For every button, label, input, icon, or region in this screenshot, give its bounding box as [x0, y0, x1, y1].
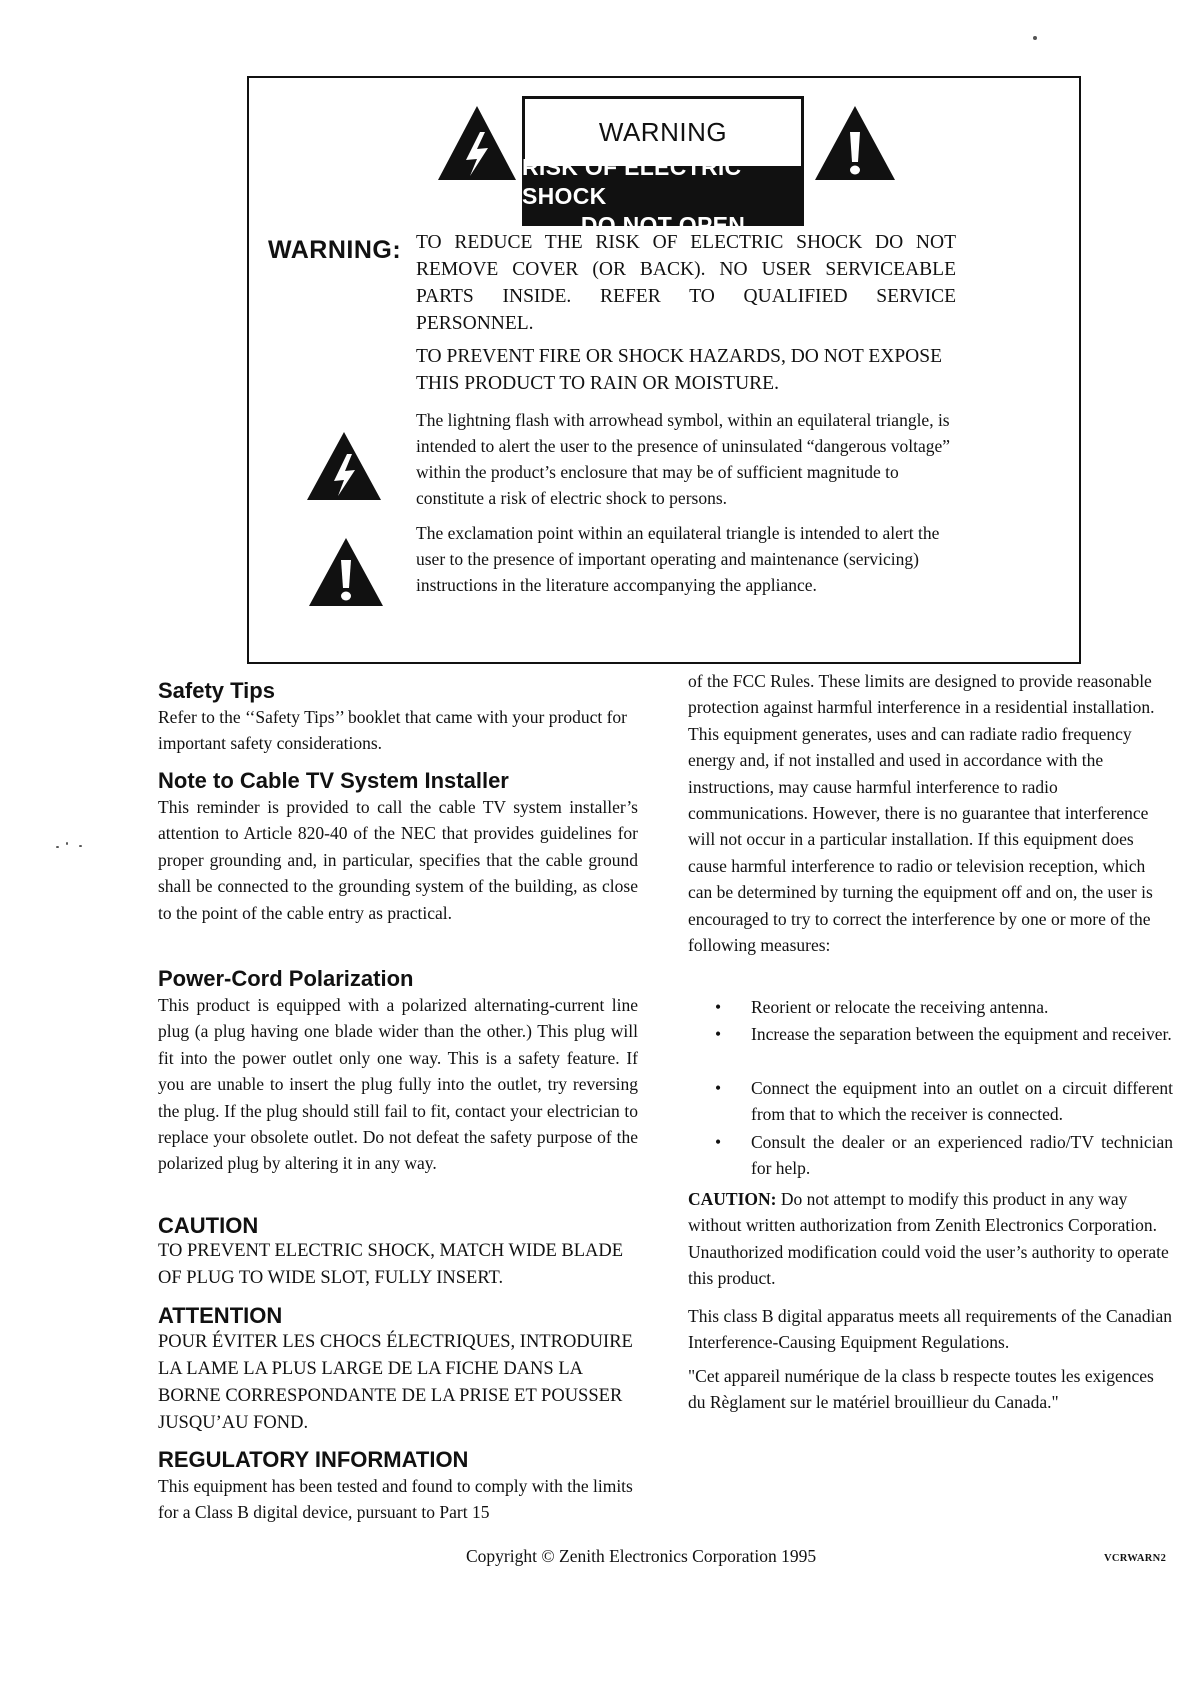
canada-text: This class B digital apparatus meets all requirements of the Canadian Interference-Causing Equipment Regulations.	[688, 1306, 1173, 1353]
scan-speck	[56, 846, 59, 848]
bullet-glyph: •	[715, 997, 722, 1017]
lightning-triangle-icon	[305, 430, 383, 502]
cable-installer-text: This reminder is provided to call the cable TV system installer’s attention to Article 820-40 of the NEC that provides guidelines for proper grounding and, in particular, specifies that the cable ground shall be connected to the grounding system of the building, as close to the point of the cable entry as practical.	[158, 797, 638, 923]
warning-banner	[522, 96, 804, 238]
power-cord-heading: Power-Cord Polarization	[158, 966, 414, 991]
list-item	[715, 1129, 1173, 1182]
banner-title: WARNING	[522, 96, 804, 166]
attention-heading: ATTENTION	[158, 1303, 283, 1328]
warning-paragraph-2: TO PREVENT FIRE OR SHOCK HAZARDS, DO NOT EXPOSE THIS PRODUCT TO RAIN OR MOISTURE.	[416, 346, 943, 394]
bullet-glyph: •	[715, 1132, 722, 1152]
copyright: Copyright © Zenith Electronics Corporation 1995	[466, 1546, 817, 1566]
exclamation-triangle-icon	[813, 104, 897, 182]
french-text: "Cet appareil numérique de la class b respecte toutes les exigences du Règlament sur le matériel brouillieur du Canada."	[688, 1366, 1154, 1413]
banner-risk-label	[522, 153, 804, 238]
regulatory-heading: REGULATORY INFORMATION	[158, 1447, 469, 1472]
warning-paragraph-1: TO REDUCE THE RISK OF ELECTRIC SHOCK DO NOT REMOVE COVER (OR BACK). NO USER SERVICEABLE PARTS INSIDE. REFER TO QUALIFIED SERVICE PERSONNEL.	[416, 232, 956, 334]
safety-tips-heading: Safety Tips	[158, 678, 275, 703]
banner-line-2: DO NOT OPEN	[580, 211, 746, 238]
scan-speck	[79, 845, 82, 847]
exclamation-triangle-icon	[307, 536, 385, 608]
list-item	[715, 994, 1173, 1020]
caution-text: TO PREVENT ELECTRIC SHOCK, MATCH WIDE BLADE OF PLUG TO WIDE SLOT, FULLY INSERT.	[158, 1241, 624, 1288]
caution-label: CAUTION:	[688, 1189, 777, 1209]
warning-label: WARNING:	[268, 236, 402, 264]
cable-installer-heading: Note to Cable TV System Installer	[158, 768, 509, 793]
exclamation-explanation: The exclamation point within an equilateral triangle is intended to alert the user to the presence of important operating and maintenance (servicing) instructions in the literature accompanying the appliance.	[416, 523, 940, 595]
bullet-glyph: •	[715, 1078, 722, 1098]
fcc-text: of the FCC Rules. These limits are designed to provide reasonable protection against harmful interference in a residential installation. This equipment generates, uses and can radiate radio frequency energy and, if not installed and used in accordance with the instructions, may cause harmful interference to radio communications. However, there is no guarantee that interference will not occur in a particular installation. If this equipment does cause harmful interference to radio or television reception, which can be determined by turning the equipment off and on, the user is encouraged to try to correct the interference by one or more of the following measures:	[688, 671, 1155, 956]
fcc-caution	[688, 1186, 1173, 1292]
list-item	[715, 1021, 1173, 1047]
lightning-triangle-icon	[436, 104, 518, 182]
bullet-glyph: •	[715, 1024, 722, 1044]
document-code: VCRWARN2	[1104, 1553, 1167, 1564]
scan-speck	[1033, 36, 1037, 40]
caution-body: Do not attempt to modify this product in any way without written authorization from Zenith Electronics Corporation. Unauthorized modification could void the user’s authority to operate this product.	[688, 1189, 1169, 1289]
safety-tips-text: Refer to the ‘‘Safety Tips’’ booklet that came with your product for important safety considerations.	[158, 707, 627, 754]
lightning-explanation: The lightning flash with arrowhead symbol, within an equilateral triangle, is intended to alert the user to the presence of uninsulated “dangerous voltage” within the product’s enclosure that may be of sufficient magnitude to constitute a risk of electric shock to persons.	[416, 410, 951, 508]
caution-heading: CAUTION	[158, 1213, 259, 1238]
power-cord-text: This product is equipped with a polarized alternating-current line plug (a plug having one blade wider than the other.) This plug will fit into the power outlet only one way. This is a safety feature. If you are unable to insert the plug fully into the outlet, try reversing the plug. If the plug should still fail to fit, contact your electrician to replace your obsolete outlet. Do not defeat the safety purpose of the polarized plug by altering it in any way.	[158, 995, 638, 1174]
banner-line-1: RISK OF ELECTRIC SHOCK	[522, 153, 742, 209]
list-item	[715, 1075, 1173, 1128]
bullet-text: Consult the dealer or an experienced radio/TV technician for help.	[751, 1132, 1173, 1179]
attention-text: POUR ÉVITER LES CHOCS ÉLECTRIQUES, INTRODUIRE LA LAME LA PLUS LARGE DE LA FICHE DANS LA BORNE CORRESPONDANTE DE LA PRISE ET POUSSER JUSQU’AU FOND.	[158, 1332, 633, 1433]
bullet-text: Increase the separation between the equipment and receiver.	[751, 1024, 1172, 1044]
regulatory-text: This equipment has been tested and found to comply with the limits for a Class B digital device, pursuant to Part 15	[158, 1476, 633, 1523]
bullet-text: Reorient or relocate the receiving antenna.	[751, 997, 1049, 1017]
scan-speck	[66, 842, 68, 845]
bullet-text: Connect the equipment into an outlet on a circuit different from that to which the receiver is connected.	[751, 1078, 1173, 1125]
